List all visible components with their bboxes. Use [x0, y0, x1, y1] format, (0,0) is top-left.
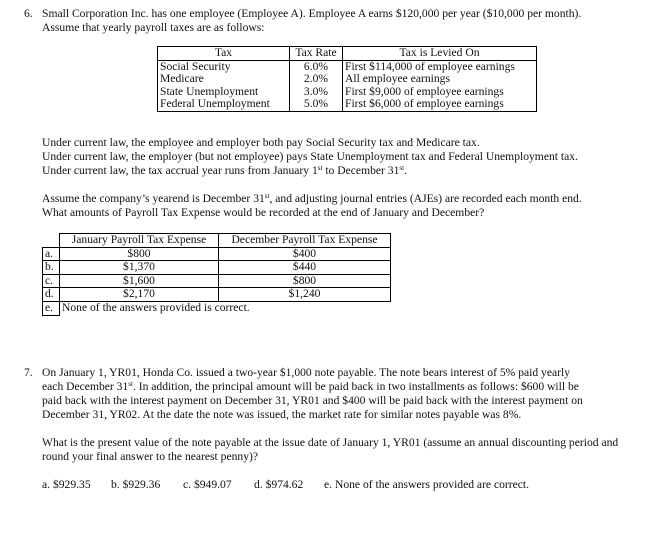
jan-value: $1,370 [60, 261, 219, 275]
table-row [158, 73, 537, 86]
tax-table-header-row [158, 47, 537, 61]
dec-header: December Payroll Tax Expense [219, 234, 391, 248]
question-6-line-1: Small Corporation Inc. has one employee (Employee A). Employee A earns $120,000 per year ($10,000 per month). [42, 7, 582, 20]
table-row [158, 98, 537, 111]
question-7-number: 7. [24, 366, 33, 379]
choice-e: e. None of the answers provided are correct. [324, 478, 530, 491]
answer-table [42, 233, 391, 316]
tax-name: State Unemployment [158, 86, 290, 99]
question-7-line-1: On January 1, YR01, Honda Co. issued a two-year $1,000 note payable. The note bears interest of 5% paid yearly [42, 366, 571, 379]
choice-c: c. $949.07 [183, 478, 232, 491]
question-7-line-3: paid back with the interest payment on December 31, YR01 and $400 will be paid back with the interest payment on [42, 394, 583, 407]
answer-letter: a. [43, 247, 60, 261]
law-line-2: Under current law, the employer (but not employee) pays State Unemployment tax and Federal Unemployment tax. [42, 150, 578, 163]
dec-value: $440 [219, 261, 391, 275]
tax-levied-header: Tax is Levied On [343, 47, 537, 61]
answer-letter: d. [43, 288, 60, 302]
tax-name: Medicare [158, 73, 290, 86]
jan-header: January Payroll Tax Expense [60, 234, 219, 248]
jan-value: $2,170 [60, 288, 219, 302]
tax-table [157, 46, 537, 112]
table-row [43, 261, 391, 275]
question-6-number: 6. [24, 7, 33, 20]
law-line-1: Under current law, the employee and employer both pay Social Security tax and Medicare tax. [42, 136, 480, 149]
tax-rate: 6.0% [290, 60, 343, 73]
tax-name: Federal Unemployment [158, 98, 290, 111]
question-7-prompt-1: What is the present value of the note payable at the issue date of January 1, YR01 (assume an annual discounting period and [42, 436, 619, 449]
answer-letter: b. [43, 261, 60, 275]
tax-rate: 5.0% [290, 98, 343, 111]
tax-levied: First $6,000 of employee earnings [343, 98, 537, 111]
table-row [43, 247, 391, 261]
tax-levied: First $9,000 of employee earnings [343, 86, 537, 99]
tax-levied: First $114,000 of employee earnings [343, 60, 537, 73]
choice-a: a. $929.35 [42, 478, 91, 491]
tax-rate: 3.0% [290, 86, 343, 99]
answer-letter: c. [43, 274, 60, 288]
question-7-line-4: December 31, YR02. At the date the note was issued, the market rate for similar notes payable was 8%. [42, 408, 522, 421]
jan-value: $1,600 [60, 274, 219, 288]
choice-b: b. $929.36 [111, 478, 161, 491]
answer-letter: e. [43, 301, 60, 315]
none-correct-text: None of the answers provided is correct. [60, 301, 391, 315]
tax-header: Tax [158, 47, 290, 61]
table-row [43, 301, 391, 315]
tax-rate-header: Tax Rate [290, 47, 343, 61]
table-row [43, 274, 391, 288]
tax-name: Social Security [158, 60, 290, 73]
dec-value: $400 [219, 247, 391, 261]
dec-value: $1,240 [219, 288, 391, 302]
question-line: What amounts of Payroll Tax Expense would be recorded at the end of January and December? [42, 206, 485, 219]
dec-value: $800 [219, 274, 391, 288]
assume-line: Assume the company’s yearend is December 31st, and adjusting journal entries (AJEs) are recorded each month end. [42, 192, 582, 205]
letter-header [43, 234, 60, 248]
question-6-line-2: Assume that yearly payroll taxes are as follows: [42, 21, 265, 34]
tax-levied: All employee earnings [343, 73, 537, 86]
choice-d: d. $974.62 [254, 478, 304, 491]
law-line-3: Under current law, the tax accrual year runs from January 1st to December 31st. [42, 164, 407, 177]
table-row [43, 288, 391, 302]
tax-rate: 2.0% [290, 73, 343, 86]
question-7-line-2: each December 31st. In addition, the principal amount will be paid back in two installments as follows: $600 will be [42, 380, 579, 393]
answer-table-header-row [43, 234, 391, 248]
jan-value: $800 [60, 247, 219, 261]
question-7-prompt-2: round your final answer to the nearest penny)? [42, 450, 259, 463]
